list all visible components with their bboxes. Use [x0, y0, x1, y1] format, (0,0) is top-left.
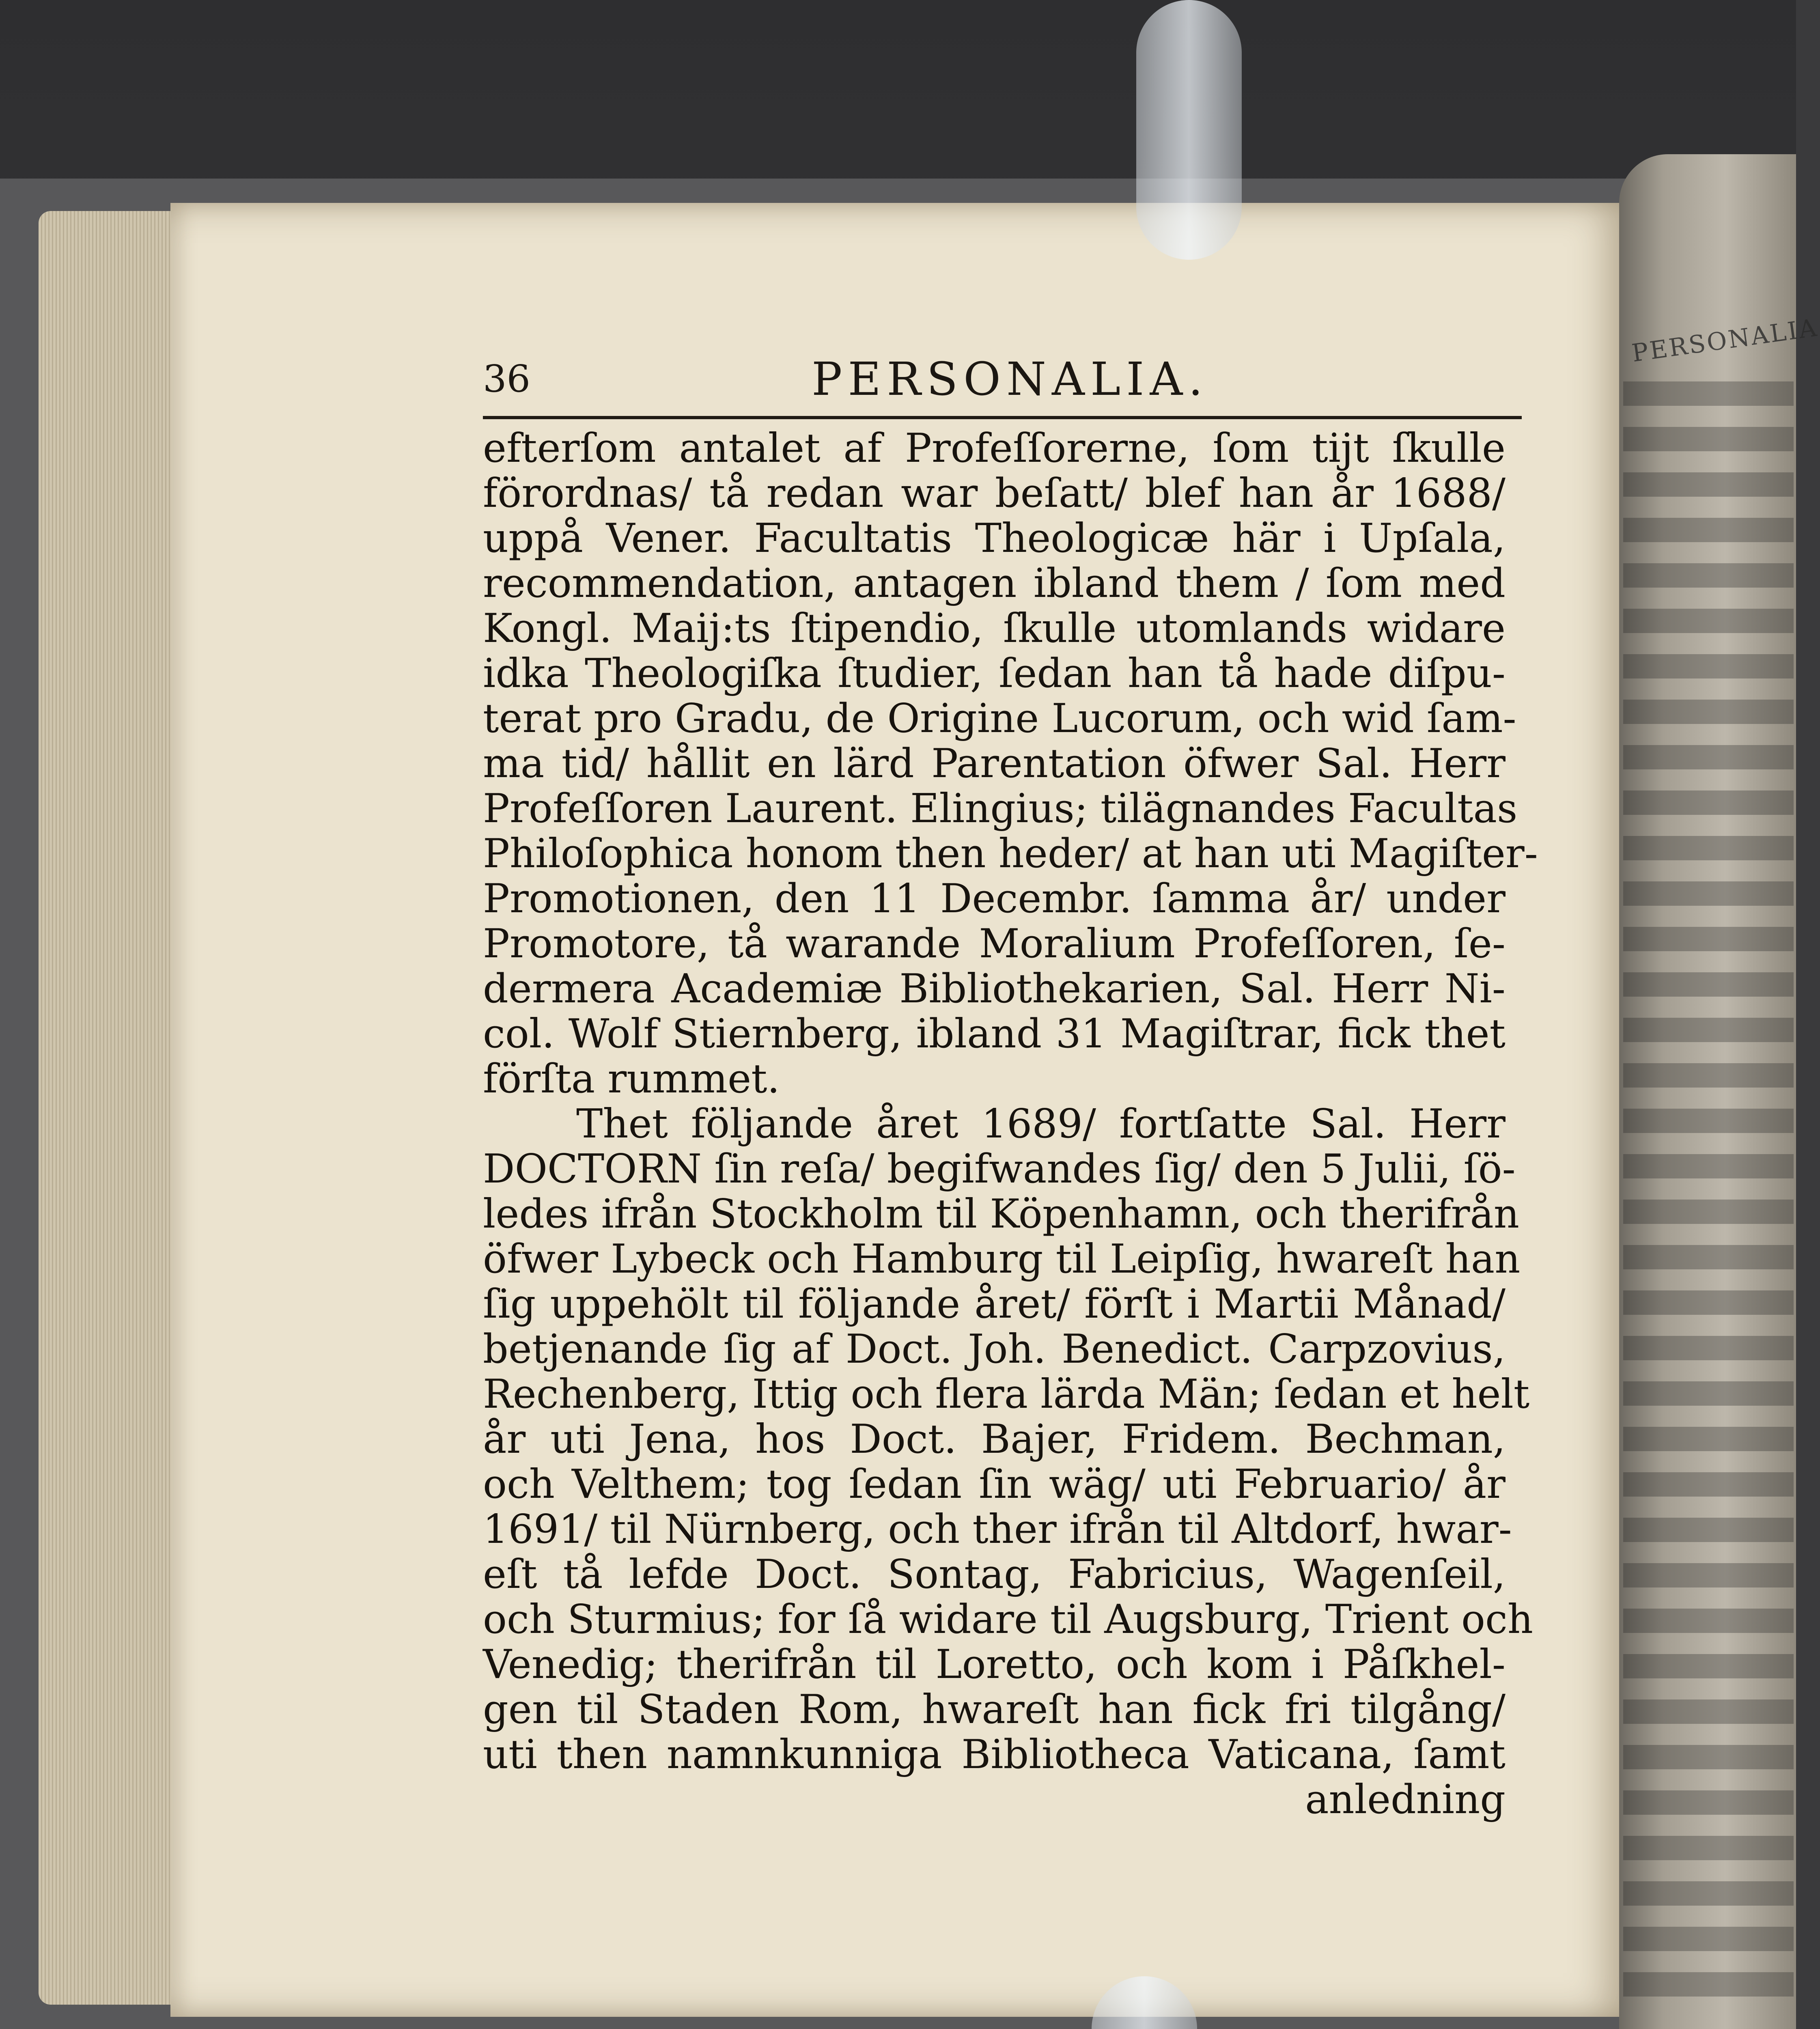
- text-line: och Velthem; tog ſedan ſin wäg/ uti Februario/ år: [483, 1461, 1506, 1508]
- page-header: [483, 349, 1522, 414]
- body-text: [483, 425, 1538, 1823]
- paragraph-2: [483, 1101, 1534, 1778]
- text-line: Philoſophica honom then heder/ at han uti Magiſter-: [483, 831, 1538, 877]
- text-line: dermera Academiæ Bibliothekarien, Sal. Herr Ni-: [483, 966, 1506, 1012]
- book-strap-top: [1136, 0, 1242, 260]
- text-line: och Sturmius; for ſå widare til Augsburg, Trient och: [483, 1596, 1534, 1643]
- right-page-text-lines: [1623, 381, 1794, 2005]
- text-line: DOCTORN ſin reſa/ begifwandes ſig/ den 5 Julii, ſö-: [483, 1146, 1516, 1192]
- text-line: col. Wolf Stiernberg, ibland 31 Magiſtrar, fick thet: [483, 1011, 1506, 1057]
- text-line: öfwer Lybeck och Hamburg til Leipſig, hwareſt han: [483, 1236, 1521, 1282]
- text-line: idka Theologiſka ſtudier, ſedan han tå hade diſpu-: [483, 650, 1506, 697]
- text-line: Thet följande året 1689/ fortſatte Sal. Herr: [576, 1101, 1506, 1147]
- text-line: uppå Vener. Facultatis Theologicæ här i Upſala,: [483, 515, 1506, 562]
- text-line: Venedig; therifrån til Loretto, och kom i Påſkhel-: [483, 1641, 1506, 1688]
- text-line: Profeſſoren Laurent. Elingius; tilägnandes Facultas: [483, 786, 1518, 832]
- text-line: eſt tå lefde Doct. Sontag, Fabricius, Wagenſeil,: [483, 1551, 1506, 1598]
- right-page: [1619, 154, 1820, 2029]
- text-line: Promotore, tå warande Moralium Profeſſoren, ſe-: [483, 921, 1506, 967]
- text-line: Promotionen, den 11 Decembr. ſamma år/ under: [483, 876, 1506, 922]
- text-line: förordnas/ tå redan war beſatt/ blef han år 1688/: [483, 470, 1506, 517]
- text-line: förſta rummet.: [483, 1056, 780, 1102]
- text-line: ſig uppehölt til följande året/ förſt i Martii Månad/: [483, 1281, 1506, 1327]
- text-line: ledes ifrån Stockholm til Köpenhamn, och therifrån: [483, 1191, 1520, 1237]
- text-line: år uti Jena, hos Doct. Bajer, Fridem. Bechman,: [483, 1416, 1506, 1463]
- text-line: terat pro Gradu, de Origine Lucorum, och wid ſam-: [483, 696, 1516, 742]
- text-line: Rechenberg, Ittig och flera lärda Män; ſedan et helt: [483, 1371, 1530, 1417]
- text-line: efterſom antalet af Profeſſorerne, ſom tijt ſkulle: [483, 425, 1506, 472]
- text-line: recommendation, antagen ibland them / ſom med: [483, 560, 1506, 607]
- catchword: anledning: [1305, 1777, 1506, 1823]
- text-line: ma tid/ hållit en lärd Parentation öfwer Sal. Herr: [483, 741, 1506, 787]
- page-number: 36: [483, 357, 531, 401]
- text-line: uti then namnkunniga Bibliotheca Vaticana, ſamt: [483, 1732, 1506, 1778]
- page-edges: [39, 211, 189, 2005]
- text-line: betjenande ſig af Doct. Joh. Benedict. Carpzovius,: [483, 1326, 1506, 1372]
- text-line: Kongl. Maij:ts ſtipendio, ſkulle utomlands widare: [483, 605, 1506, 652]
- paragraph-1: [483, 425, 1538, 1102]
- header-rule: [483, 416, 1522, 419]
- running-head: PERSONALIA.: [812, 353, 1208, 406]
- right-page-running-head: PERSONALIA: [1630, 313, 1820, 368]
- text-line: 1691/ til Nürnberg, och ther ifrån til Altdorf, hwar-: [483, 1506, 1512, 1553]
- text-line: gen til Staden Rom, hwareſt han fick fri tilgång/: [483, 1687, 1506, 1733]
